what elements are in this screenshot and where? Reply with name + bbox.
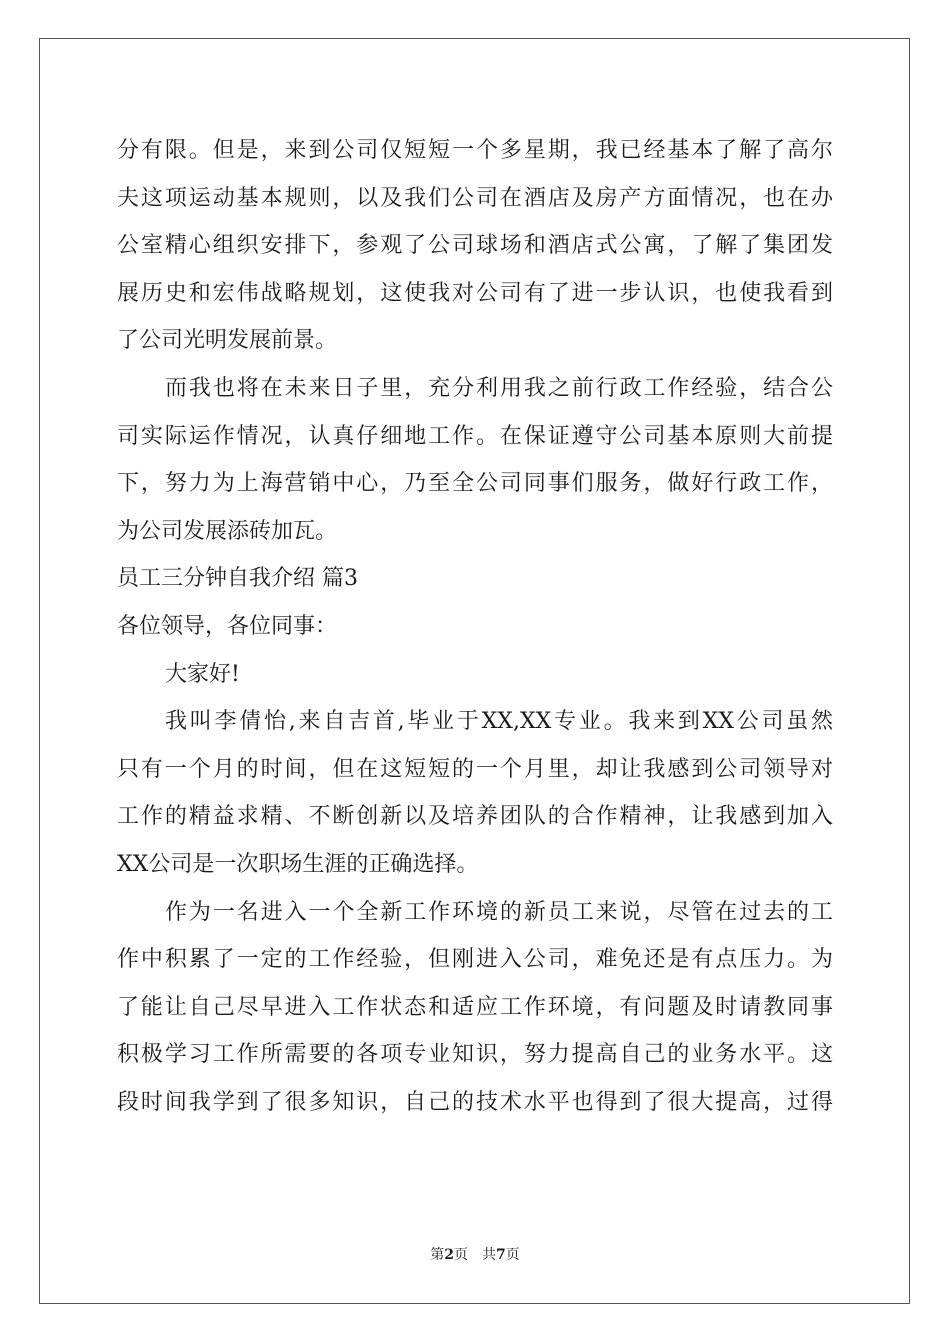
paragraph-line: XX公司是一次职场生涯的正确选择。 [117, 851, 479, 877]
section-heading: 员工三分钟自我介绍 篇3 [117, 566, 358, 592]
total-prefix: 共 [482, 1247, 496, 1263]
paragraph-line: 司实际运作情况，认真仔细地工作。在保证遵守公司基本原则大前提 [117, 423, 833, 449]
page-prefix: 第 [430, 1247, 445, 1263]
page-footer [0, 1244, 950, 1264]
paragraph-line: 夫这项运动基本规则，以及我们公司在酒店及房产方面情况，也在办 [117, 185, 833, 211]
paragraph-line: 作中积累了一定的工作经验，但刚进入公司，难免还是有点压力。为 [117, 947, 833, 973]
total-suffix: 页 [505, 1247, 520, 1263]
paragraph-line: 了能让自己尽早进入工作状态和适应工作环境，有问题及时请教同事 [117, 994, 833, 1020]
paragraph-line: 为公司发展添砖加瓦。 [117, 518, 338, 544]
paragraph-line: 积极学习工作所需要的各项专业知识，努力提高自己的业务水平。这 [117, 1042, 833, 1068]
paragraph-line: 而我也将在未来日子里，充分利用我之前行政工作经验，结合公 [165, 375, 833, 401]
page-suffix: 页 [454, 1247, 468, 1263]
salutation: 各位领导，各位同事： [117, 613, 338, 639]
paragraph-line: 公室精心组织安排下，参观了公司球场和酒店式公寓，了解了集团发 [117, 233, 833, 259]
paragraph-line: 作为一名进入一个全新工作环境的新员工来说，尽管在过去的工 [165, 899, 833, 925]
paragraph-line: 我叫李倩怡,来自吉首,毕业于XX,XX专业。我来到XX公司虽然 [165, 709, 833, 735]
paragraph-line: 下，努力为上海营销中心，乃至全公司同事们服务，做好行政工作， [117, 471, 833, 497]
paragraph-line: 分有限。但是，来到公司仅短短一个多星期，我已经基本了解了高尔 [117, 138, 833, 163]
paragraph-line: 了公司光明发展前景。 [117, 328, 338, 354]
document-body [117, 127, 833, 1126]
total-pages-number: 7 [496, 1247, 506, 1263]
paragraph-line: 段时间我学到了很多知识，自己的技术水平也得到了很大提高，过得 [117, 1089, 833, 1115]
current-page-number: 2 [444, 1247, 454, 1263]
greeting: 大家好! [165, 661, 240, 687]
paragraph-line: 工作的精益求精、不断创新以及培养团队的合作精神，让我感到加入 [117, 804, 833, 830]
paragraph-line: 展历史和宏伟战略规划，这使我对公司有了进一步认识，也使我看到 [117, 280, 833, 306]
paragraph-line: 只有一个月的时间，但在这短短的一个月里，却让我感到公司领导对 [117, 756, 833, 782]
